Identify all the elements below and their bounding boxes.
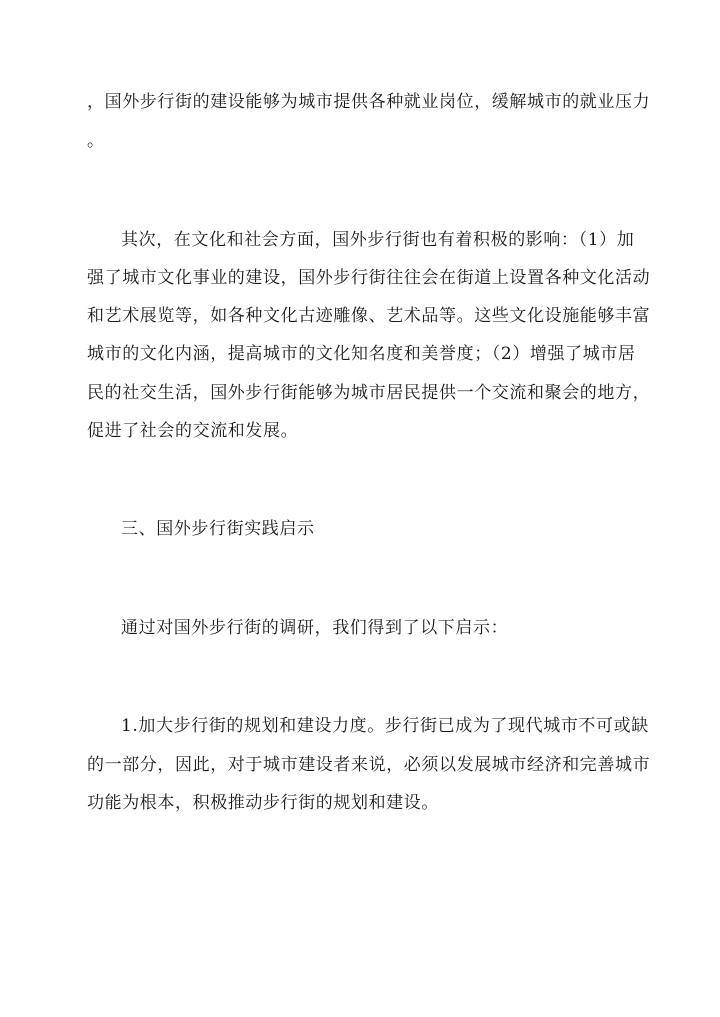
paragraph-2-line-1: 其次，在文化和社会方面，国外步行街也有着积极的影响：（1）加 <box>121 230 635 250</box>
paragraph-1-line-1: ，国外步行街的建设能够为城市提供各种就业岗位，缓解城市的就业压力 <box>87 92 651 112</box>
paragraph-1-line-2: 。 <box>87 131 105 151</box>
paragraph-4-line-3: 功能为根本，积极推动步行街的规划和建设。 <box>87 793 439 813</box>
paragraph-2-line-5: 民的社交生活，国外步行街能够为城市居民提供一个交流和聚会的地方， <box>87 383 651 403</box>
paragraph-2-line-2: 强了城市文化事业的建设，国外步行街往往会在街道上设置各种文化活动 <box>87 268 651 288</box>
paragraph-2-line-6: 促进了社会的交流和发展。 <box>87 421 299 441</box>
paragraph-2-line-4: 城市的文化内涵，提高城市的文化知名度和美誉度；（2）增强了城市居 <box>87 344 636 364</box>
section-heading-3: 三、国外步行街实践启示 <box>121 519 315 539</box>
paragraph-4-line-1: 1.加大步行街的规划和建设力度。步行街已成为了现代城市不可或缺 <box>121 716 649 736</box>
paragraph-3: 通过对国外步行街的调研，我们得到了以下启示： <box>121 618 509 638</box>
paragraph-2-line-3: 和艺术展览等，如各种文化古迹雕像、艺术品等。这些文化设施能够丰富 <box>87 306 651 326</box>
paragraph-4-line-2: 的一部分，因此，对于城市建设者来说，必须以发展城市经济和完善城市 <box>87 755 651 775</box>
